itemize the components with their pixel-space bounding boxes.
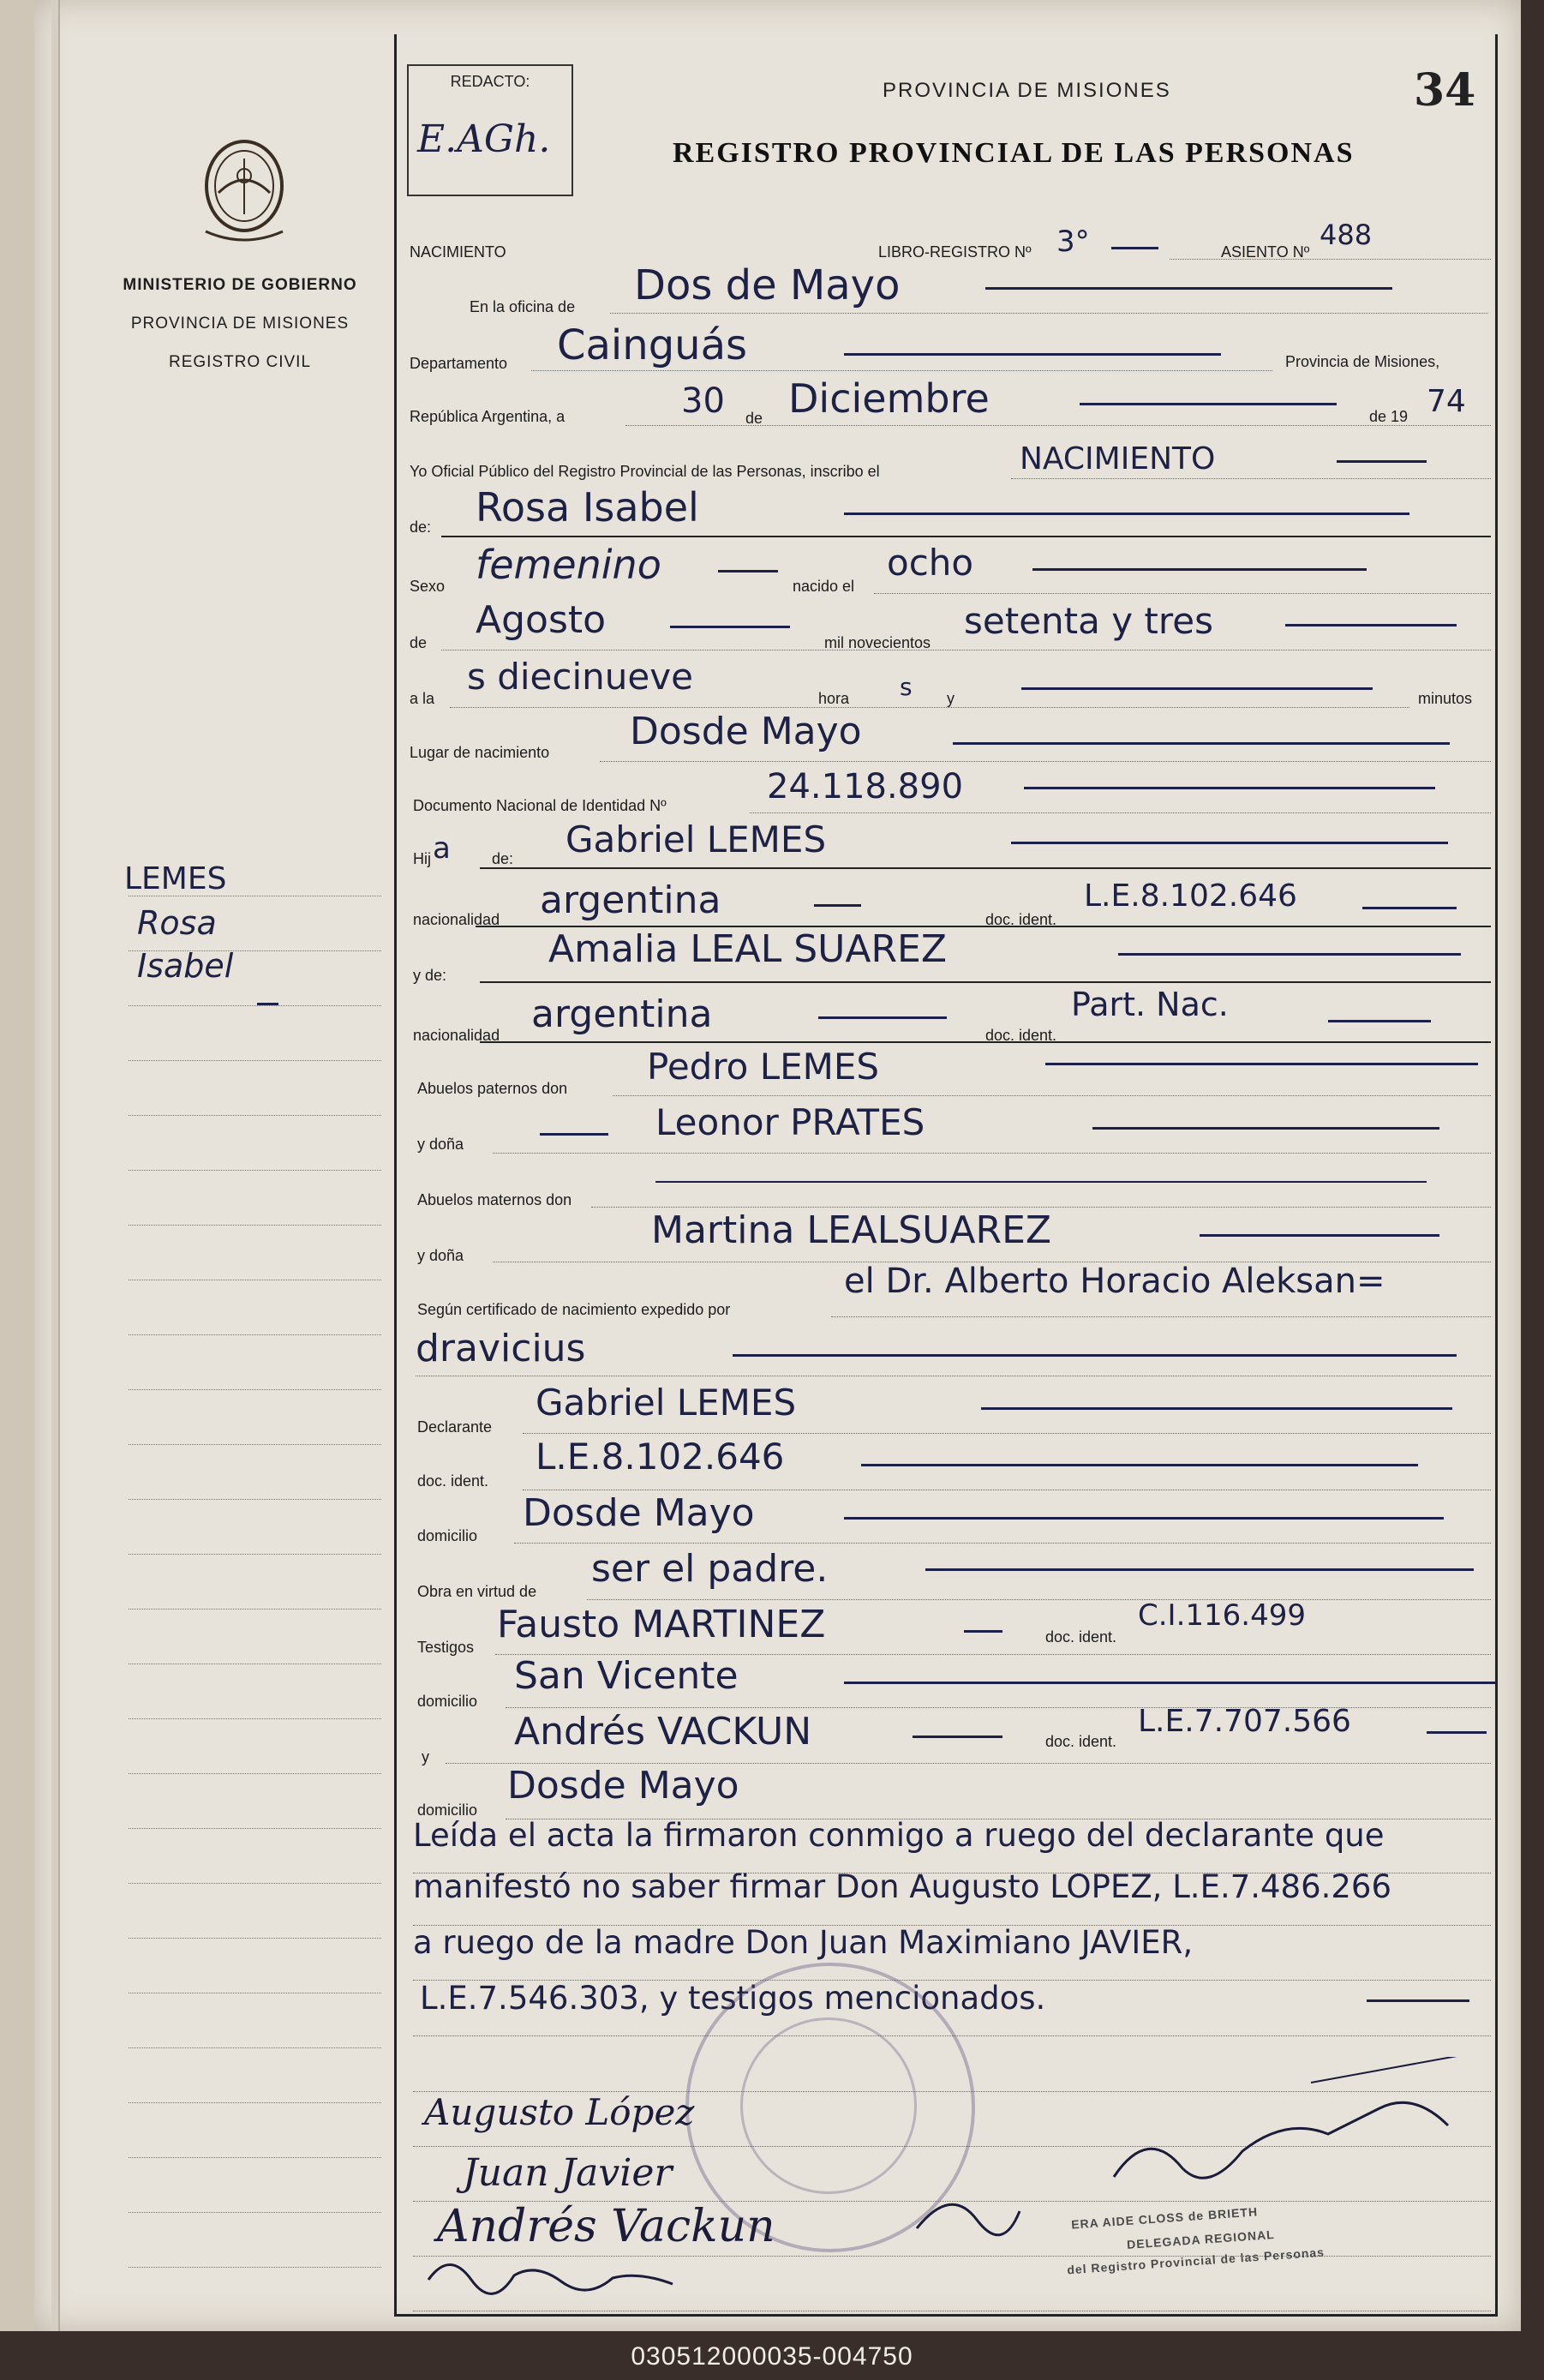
sidebar-rule: [129, 1115, 381, 1116]
mes-dash: [670, 626, 790, 628]
oficina-label: En la oficina de: [470, 298, 576, 315]
testigo-1-dom-dash: [844, 1682, 1495, 1684]
abuelos-mat-label: Abuelos maternos don: [417, 1191, 572, 1208]
lugar-label: Lugar de nacimiento: [410, 744, 550, 761]
departamento-line: [531, 370, 1272, 371]
sidebar-rule: [129, 1225, 381, 1226]
lugar-value: Dosde Mayo: [630, 710, 862, 753]
sidebar-registry: REGISTRO CIVIL: [168, 353, 312, 371]
nacido-mes: Agosto: [476, 598, 607, 642]
redacto-label: REDACTO:: [450, 73, 530, 90]
padre-doc-dash: [1362, 907, 1457, 909]
nacido-anio: setenta y tres: [964, 600, 1213, 642]
sidebar-first-name: Rosa: [137, 904, 217, 942]
sidebar-rule: [129, 2102, 381, 2103]
facing-page-edge: [0, 0, 34, 2331]
testigo-2-dom-label: domicilio: [417, 1801, 478, 1819]
dni-label: Documento Nacional de Identidad Nº: [413, 797, 667, 814]
anio-dash: [1285, 624, 1457, 626]
sexo-value: femenino: [476, 542, 661, 588]
sexo-dash: [718, 570, 778, 573]
nota-line-1: Leída el acta la firmaron conmigo a ruego del declarante que: [413, 1817, 1385, 1854]
inscribo-line: [1011, 478, 1491, 479]
libro-dash: [1111, 247, 1158, 249]
declarante-line: [523, 1433, 1491, 1434]
oficial-label: Yo Oficial Público del Registro Provincial de las Personas, inscribo el: [410, 463, 880, 480]
province-heading: PROVINCIA DE MISIONES: [883, 79, 1171, 102]
fecha-dash: [1080, 403, 1337, 405]
sidebar-rule: [129, 1828, 381, 1829]
sidebar-rule: [129, 1444, 381, 1445]
horas-label: hora: [818, 690, 850, 707]
abuelo-mat-dash: [655, 1181, 1427, 1183]
fecha-de-label: de: [745, 410, 763, 427]
obra-dash: [925, 1568, 1474, 1571]
decl-doc-dash: [861, 1464, 1418, 1466]
sidebar-second-name: Isabel: [137, 947, 234, 985]
abuela-pat-dash: [1092, 1127, 1439, 1130]
nota-line-2: manifestó no saber firmar Don Augusto LOPEZ, L.E.7.486.266: [413, 1868, 1392, 1905]
obra-line: [587, 1599, 1491, 1600]
signature-scribble: [424, 2245, 681, 2297]
departamento-value: Cainguás: [557, 321, 747, 369]
coat-of-arms-seal: [193, 133, 296, 253]
decl-dom-dash: [844, 1517, 1444, 1520]
sidebar-rule: [129, 1334, 381, 1335]
obra-label: Obra en virtud de: [417, 1583, 537, 1600]
padre-nac: argentina: [540, 878, 721, 922]
hora-value: s diecinueve: [467, 656, 693, 698]
madre-doc: Part. Nac.: [1071, 986, 1229, 1023]
madre-doc-dash: [1328, 1020, 1431, 1022]
lugar-line: [600, 761, 1491, 762]
horas-suffix: s: [900, 673, 913, 701]
madre-nac-label: nacionalidad: [413, 1027, 500, 1044]
sidebar-rule: [129, 1389, 381, 1390]
nacimiento-label: NACIMIENTO: [410, 243, 506, 261]
decl-dom-value: Dosde Mayo: [523, 1491, 755, 1535]
certificado-value-2: dravicius: [416, 1327, 586, 1370]
certificado-dash: [733, 1354, 1457, 1357]
redacto-initials: E.AGh.: [417, 117, 551, 161]
padre-dash: [1011, 842, 1448, 844]
signature-lopez: Augusto López: [424, 2091, 695, 2133]
abuela-pat: Leonor PRATES: [655, 1101, 925, 1143]
provincia-label: Provincia de Misiones,: [1285, 353, 1440, 370]
document-code: 030512000035-004750: [631, 2342, 913, 2371]
testigo-2-dom: Dosde Mayo: [507, 1764, 739, 1807]
madre-value: Amalia LEAL SUAREZ: [548, 927, 947, 971]
testigo-1-dom-label: domicilio: [417, 1693, 478, 1710]
fecha-dia: 30: [681, 381, 725, 421]
oficina-dash: [985, 287, 1392, 290]
sidebar-province: PROVINCIA DE MISIONES: [130, 315, 350, 333]
nota-line-3: a ruego de la madre Don Juan Maximiano JAVIER,: [413, 1924, 1194, 1961]
certificado-label: Según certificado de nacimiento expedido por: [417, 1301, 731, 1318]
testigo-2-dash: [913, 1736, 1002, 1738]
nombre-value: Rosa Isabel: [476, 484, 699, 531]
declarante-value: Gabriel LEMES: [536, 1382, 797, 1424]
asiento-line: [1170, 259, 1491, 260]
abuela-mat-label: y doña: [417, 1247, 464, 1264]
decl-dom-line: [514, 1543, 1491, 1544]
certificado-line: [831, 1316, 1491, 1317]
nombre-line: [441, 536, 1491, 537]
asiento-label: ASIENTO Nº: [1221, 243, 1310, 261]
oficina-value: Dos de Mayo: [634, 261, 901, 309]
asiento-value: 488: [1320, 219, 1373, 251]
testigo-2: Andrés VACKUN: [514, 1710, 812, 1754]
testigo-2-doc-dash: [1427, 1731, 1487, 1734]
sidebar-rule: [129, 2157, 381, 2158]
sidebar-rule: [129, 1060, 381, 1061]
nacido-dia: ocho: [887, 542, 974, 584]
ala-label: a la: [410, 690, 435, 707]
y-label: y: [947, 690, 955, 707]
madre-line: [480, 981, 1491, 983]
testigo-2-doc-label: doc. ident.: [1045, 1733, 1117, 1750]
libro-label: LIBRO-REGISTRO Nº: [878, 243, 1032, 261]
testigo-1-doc: C.I.116.499: [1138, 1598, 1306, 1633]
form-right-border: [1495, 34, 1498, 2314]
sexo-label: Sexo: [410, 578, 446, 595]
padre-value: Gabriel LEMES: [566, 818, 827, 860]
nota-line-4: L.E.7.546.303, y testigos mencionados.: [420, 1980, 1046, 2017]
sidebar-rule: [129, 2267, 381, 2268]
nacido-dash: [1032, 568, 1367, 571]
de-nombre-label: de:: [410, 519, 432, 536]
madre-nac: argentina: [531, 992, 713, 1036]
nacido-line: [874, 593, 1491, 594]
padre-nac-dash: [814, 904, 861, 907]
departamento-label: Departamento: [410, 355, 508, 372]
minutos-label: minutos: [1418, 690, 1473, 707]
madre-dash: [1118, 953, 1461, 956]
stamp-line-1: ERA AIDE CLOSS de BRIETH: [1070, 2204, 1259, 2232]
declarante-dash: [981, 1407, 1452, 1410]
abuelo-mat-line: [591, 1207, 1491, 1208]
fecha-line: [625, 425, 1491, 426]
fecha-mes: Diciembre: [788, 375, 990, 422]
de-mes-label: de: [410, 634, 428, 651]
registry-title: REGISTRO PROVINCIAL DE LAS PERSONAS: [673, 137, 1355, 169]
abuela-pat-label: y doña: [417, 1136, 464, 1153]
abuela-pat-lead-dash: [540, 1133, 608, 1136]
sidebar-rule: [129, 950, 381, 951]
minutos-dash: [1021, 687, 1373, 690]
padre-doc-label: doc. ident.: [985, 911, 1057, 928]
dni-dash: [1024, 787, 1435, 789]
nacido-label: nacido el: [793, 578, 855, 595]
sidebar-rule: [129, 1773, 381, 1774]
fecha-anio: 74: [1427, 384, 1466, 419]
sidebar-rule: [129, 1170, 381, 1171]
certificado-value: el Dr. Alberto Horacio Aleksan=: [844, 1262, 1385, 1301]
republica-label: República Argentina, a: [410, 408, 566, 425]
mil-label: mil novecientos: [824, 634, 931, 651]
nombre-dash: [844, 513, 1409, 515]
dni-line: [750, 812, 1491, 813]
sidebar-rule: [129, 1883, 381, 1884]
padre-doc: L.E.8.102.646: [1084, 878, 1297, 914]
hija-label-hij: Hij: [413, 850, 431, 867]
abuela-mat: Martina LEALSUAREZ: [651, 1208, 1052, 1252]
abuela-mat-dash: [1200, 1234, 1439, 1237]
decl-dom-label: domicilio: [417, 1527, 478, 1544]
form-left-border: [394, 34, 397, 2314]
inscribo-dash: [1337, 460, 1427, 463]
sidebar-ministry: MINISTERIO DE GOBIERNO: [123, 276, 357, 294]
sidebar-rule: [129, 2212, 381, 2213]
madre-doc-label: doc. ident.: [985, 1027, 1057, 1044]
yde-label: y de:: [413, 967, 447, 984]
hija-label-a: a: [433, 831, 451, 866]
decl-doc-value: L.E.8.102.646: [536, 1436, 785, 1478]
hija-label-de: de:: [492, 850, 514, 867]
obra-value: ser el padre.: [591, 1547, 829, 1591]
inscribo-value: NACIMIENTO: [1020, 441, 1216, 477]
de-19-label: de 19: [1369, 408, 1409, 425]
testigo-1-doc-label: doc. ident.: [1045, 1628, 1117, 1646]
signature-vackun: Andrés Vackun: [437, 2201, 775, 2252]
madre-nac-dash: [818, 1016, 947, 1019]
nota-dash: [1367, 1999, 1469, 2002]
sidebar-surname: LEMES: [124, 861, 227, 896]
padre-line: [480, 867, 1491, 869]
stamp-line-2: DELEGADA REGIONAL: [1126, 2227, 1276, 2252]
y-testigo-label: y: [422, 1748, 429, 1766]
binding-margin: [51, 0, 60, 2331]
stamp-line-3: del Registro Provincial de las Personas: [1066, 2245, 1326, 2277]
sidebar-rule: [129, 1609, 381, 1610]
sidebar-rule: [129, 1938, 381, 1939]
hora-line: [450, 707, 1409, 708]
abuelo-pat-line: [613, 1095, 1491, 1096]
declarante-label: Declarante: [417, 1418, 493, 1436]
signature-javier: Juan Javier: [463, 2151, 673, 2195]
abuelo-pat: Pedro LEMES: [647, 1046, 880, 1088]
sidebar-rule: [129, 1499, 381, 1500]
folio-number: 34: [1414, 64, 1476, 117]
testigo-1-dash: [964, 1630, 1002, 1633]
abuelos-pat-label: Abuelos paternos don: [417, 1080, 568, 1097]
padre-nac-label: nacionalidad: [413, 911, 500, 928]
sidebar-rule: [129, 2047, 381, 2048]
testigo-1: Fausto MARTINEZ: [497, 1603, 826, 1646]
sidebar-rule: [129, 1718, 381, 1719]
madre-nac-line: [480, 1041, 1491, 1043]
dni-value: 24.118.890: [767, 767, 964, 806]
testigos-label: Testigos: [417, 1639, 475, 1656]
testigo-2-doc: L.E.7.707.566: [1138, 1704, 1351, 1739]
abuela-pat-line: [493, 1153, 1491, 1154]
oficina-line: [610, 313, 1488, 314]
form-bottom-border: [394, 2314, 1498, 2317]
libro-value: 3°: [1056, 225, 1090, 259]
lugar-dash: [953, 742, 1450, 745]
redacto-box: [407, 64, 573, 196]
sidebar-rule: [129, 1554, 381, 1555]
testigo-1-dom: San Vicente: [514, 1654, 739, 1698]
abuelo-pat-dash: [1045, 1063, 1478, 1065]
officer-signature: [900, 2057, 1499, 2263]
sidebar-rule: [129, 1005, 381, 1006]
stamp-inner-ring: [740, 2017, 917, 2194]
departamento-dash: [844, 353, 1221, 356]
decl-doc-label: doc. ident.: [417, 1472, 489, 1490]
